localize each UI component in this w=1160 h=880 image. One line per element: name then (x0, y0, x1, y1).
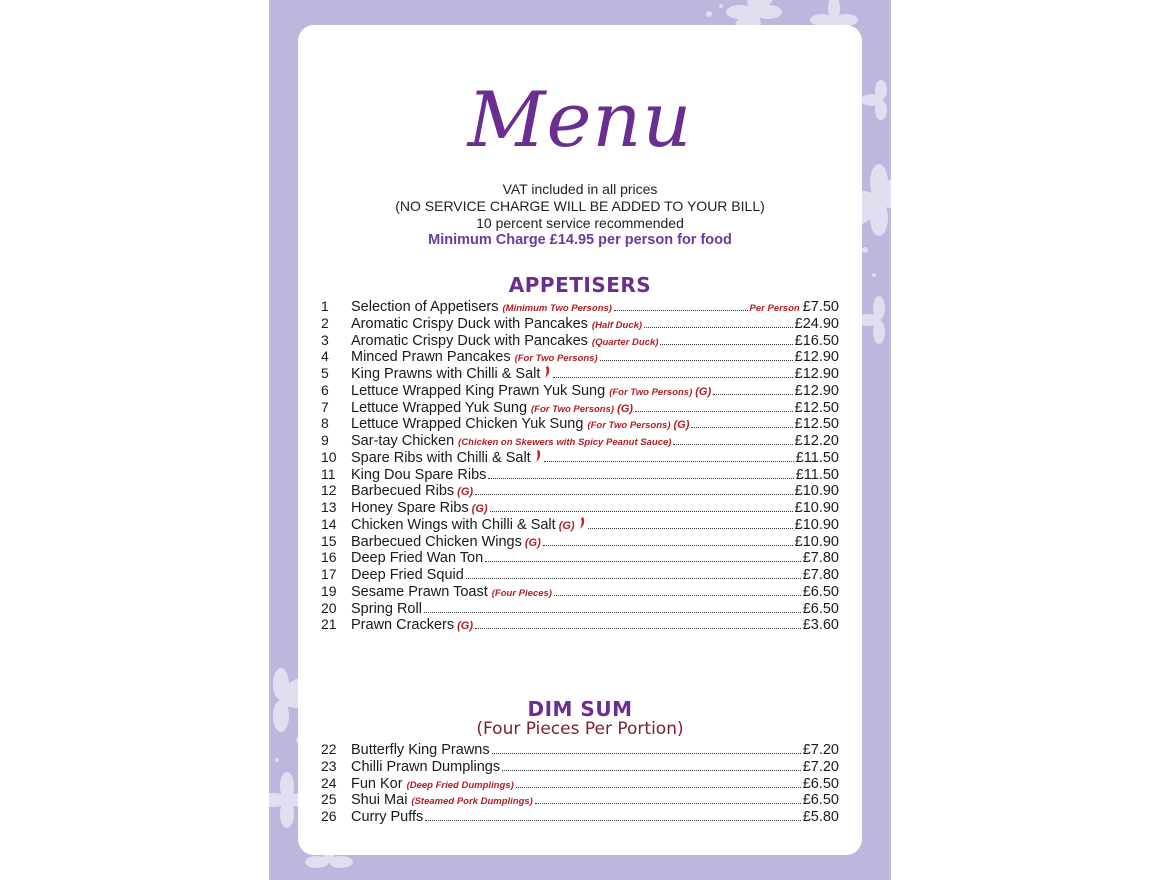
chilli-icon (579, 517, 586, 532)
item-price: £16.50 (794, 332, 839, 349)
item-number: 23 (321, 757, 337, 774)
item-name: Deep Fried Squid (351, 567, 464, 583)
item-number: 1 (321, 298, 329, 314)
item-name: Spring Roll (351, 600, 422, 617)
dot-leader (516, 786, 801, 788)
menu-item (321, 549, 839, 566)
item-number: 22 (321, 741, 337, 757)
dot-leader (466, 577, 801, 579)
dot-leader (660, 343, 792, 345)
item-number: 11 (321, 465, 336, 482)
item-note: (Steamed Pork Dumplings) (411, 796, 533, 808)
dot-leader (490, 510, 793, 512)
item-price: £10.90 (794, 533, 839, 550)
item-number: 4 (321, 348, 329, 365)
item-price: £7.50 (802, 299, 839, 315)
item-name: Selection of Appetisers (351, 299, 499, 315)
dot-leader (644, 326, 793, 328)
item-price: £12.90 (794, 382, 839, 399)
menu-item (321, 298, 839, 315)
item-price: £6.50 (802, 583, 839, 600)
item-price: £7.80 (802, 550, 839, 567)
item-note: (Minimum Two Persons) (502, 303, 612, 314)
item-price: £10.90 (794, 516, 839, 533)
item-number: 6 (321, 381, 329, 398)
item-number: 10 (321, 448, 337, 465)
gluten-marker: (G) (617, 402, 633, 415)
item-price: £6.50 (802, 792, 839, 809)
gluten-marker: (G) (471, 503, 488, 515)
dot-leader (600, 359, 793, 361)
item-note: (For Two Persons) (514, 353, 598, 365)
dimsum-heading: DIM SUM (527, 697, 633, 721)
item-name: Aromatic Crispy Duck with Pancakes (351, 332, 588, 349)
item-price: £5.80 (802, 809, 839, 825)
item-name: Honey Spare Ribs (351, 500, 469, 516)
item-name: Fun Kor (351, 775, 403, 792)
item-note: (For Two Persons) (587, 420, 671, 432)
item-number: 8 (321, 415, 329, 432)
dot-leader (554, 594, 801, 596)
item-name: Barbecued Ribs (351, 483, 455, 500)
menu-title: Menu (467, 75, 693, 164)
menu-item (321, 583, 839, 600)
appetisers-heading: APPETISERS (508, 273, 652, 297)
gluten-marker: (G) (524, 536, 541, 549)
item-name: Minced Prawn Pancakes (351, 349, 511, 366)
item-price: £12.50 (794, 399, 839, 416)
item-number: 17 (321, 566, 337, 582)
gluten-marker: (G) (673, 419, 690, 432)
item-name: Sar-tay Chicken (351, 433, 455, 449)
dot-leader (502, 769, 801, 771)
item-price: £10.90 (794, 483, 839, 500)
item-price: £11.50 (795, 449, 839, 466)
dot-leader (475, 627, 801, 629)
item-price: £7.20 (802, 758, 839, 775)
item-name: Deep Fried Wan Ton (351, 550, 484, 567)
menu-item (321, 808, 839, 825)
item-note: (For Two Persons) (531, 403, 615, 415)
menu-item (321, 533, 839, 550)
item-note: (Four Pieces) (491, 587, 552, 599)
item-name: Lettuce Wrapped Yuk Sung (351, 399, 528, 416)
menu-item (321, 516, 839, 533)
item-number: 7 (321, 398, 329, 415)
item-name: Curry Puffs (351, 809, 424, 825)
item-name: King Dou Spare Ribs (351, 466, 487, 483)
item-note: (Chicken on Skewers with Spicy Peanut Sauce) (458, 437, 672, 448)
price-prefix: Per Person (749, 303, 800, 314)
item-name: Chilli Prawn Dumplings (351, 758, 501, 775)
dot-leader (475, 493, 793, 495)
item-price: £24.90 (794, 315, 839, 332)
item-number: 26 (321, 808, 337, 824)
dot-leader (535, 802, 801, 804)
gluten-marker: (G) (695, 385, 712, 398)
dot-leader (588, 527, 793, 529)
item-price: £12.90 (794, 366, 839, 382)
item-name: Spare Ribs with Chilli & Salt (351, 449, 531, 466)
dot-leader (425, 819, 800, 821)
menu-item (321, 791, 839, 808)
dot-leader (673, 443, 792, 445)
minimum-charge-note: Minimum Charge £14.95 per person for food (428, 232, 732, 248)
gluten-marker: (G) (558, 519, 575, 532)
item-price: £12.50 (794, 416, 839, 433)
dimsum-subheading: (Four Pieces Per Portion) (476, 719, 684, 739)
item-name: King Prawns with Chilli & Salt (351, 366, 541, 382)
item-number: 9 (321, 432, 329, 448)
item-name: Butterfly King Prawns (351, 742, 490, 758)
gluten-marker: (G) (457, 620, 474, 633)
item-name: Aromatic Crispy Duck with Pancakes (351, 315, 588, 332)
item-price: £12.20 (794, 433, 839, 449)
menu-item (321, 758, 839, 775)
item-number: 13 (321, 499, 337, 515)
service-recommended-note: 10 percent service recommended (476, 215, 684, 231)
item-number: 15 (321, 532, 337, 549)
item-name: Prawn Crackers (351, 617, 455, 634)
menu-item (321, 600, 839, 617)
dot-leader (691, 426, 792, 428)
item-name: Sesame Prawn Toast (351, 583, 488, 600)
menu-item (321, 332, 839, 349)
menu-item (321, 741, 839, 758)
item-price: £7.20 (802, 742, 839, 758)
item-price: £11.50 (795, 466, 839, 483)
item-name: Lettuce Wrapped Chicken Yuk Sung (351, 416, 584, 433)
item-number: 16 (321, 549, 337, 566)
dot-leader (635, 410, 793, 412)
menu-item (321, 499, 839, 516)
dot-leader (424, 611, 801, 613)
item-name: Shui Mai (351, 792, 408, 809)
item-price: £7.80 (802, 567, 839, 583)
menu-item (321, 365, 839, 382)
item-price: £6.50 (802, 775, 839, 792)
menu-item (321, 616, 839, 633)
item-number: 3 (321, 331, 329, 348)
menu-item (321, 315, 839, 332)
dot-leader (485, 560, 801, 562)
item-price: £10.90 (794, 500, 839, 516)
item-name: Lettuce Wrapped King Prawn Yuk Sung (351, 382, 606, 399)
chilli-icon (535, 450, 542, 465)
item-number: 12 (321, 482, 337, 499)
item-price: £3.60 (802, 617, 839, 634)
item-number: 2 (321, 314, 329, 331)
menu-item (321, 566, 839, 583)
menu-item (321, 348, 839, 365)
item-price: £12.90 (794, 349, 839, 366)
dot-leader (492, 752, 801, 754)
item-note: (Quarter Duck) (591, 336, 659, 348)
menu-item (321, 382, 839, 399)
menu-item (321, 432, 839, 449)
dot-leader (544, 460, 794, 462)
vat-note: VAT included in all prices (502, 181, 658, 197)
price-notes (298, 181, 862, 249)
dot-leader (553, 376, 792, 378)
item-number: 21 (321, 616, 337, 633)
dot-leader (713, 393, 793, 395)
chilli-icon (544, 366, 551, 381)
item-note: (Half Duck) (591, 319, 643, 331)
item-number: 19 (321, 582, 337, 599)
menu-item (321, 482, 839, 499)
menu-item (321, 415, 839, 432)
item-price: £6.50 (802, 600, 839, 617)
item-number: 25 (321, 791, 337, 808)
gluten-marker: (G) (457, 486, 474, 499)
dot-leader (543, 544, 793, 546)
item-number: 14 (321, 515, 337, 532)
menu-item (321, 449, 839, 466)
menu-item (321, 775, 839, 792)
item-name: Chicken Wings with Chilli & Salt (351, 516, 556, 533)
item-note: (For Two Persons) (609, 386, 693, 398)
item-number: 20 (321, 599, 337, 616)
item-number: 24 (321, 774, 337, 791)
service-note: (NO SERVICE CHARGE WILL BE ADDED TO YOUR BILL) (395, 198, 765, 214)
dot-leader (614, 309, 748, 311)
dot-leader (488, 477, 793, 479)
item-number: 5 (321, 365, 329, 381)
item-name: Barbecued Chicken Wings (351, 533, 522, 550)
item-note: (Deep Fried Dumplings) (406, 779, 514, 791)
menu-item (321, 399, 839, 416)
menu-item (321, 466, 839, 483)
